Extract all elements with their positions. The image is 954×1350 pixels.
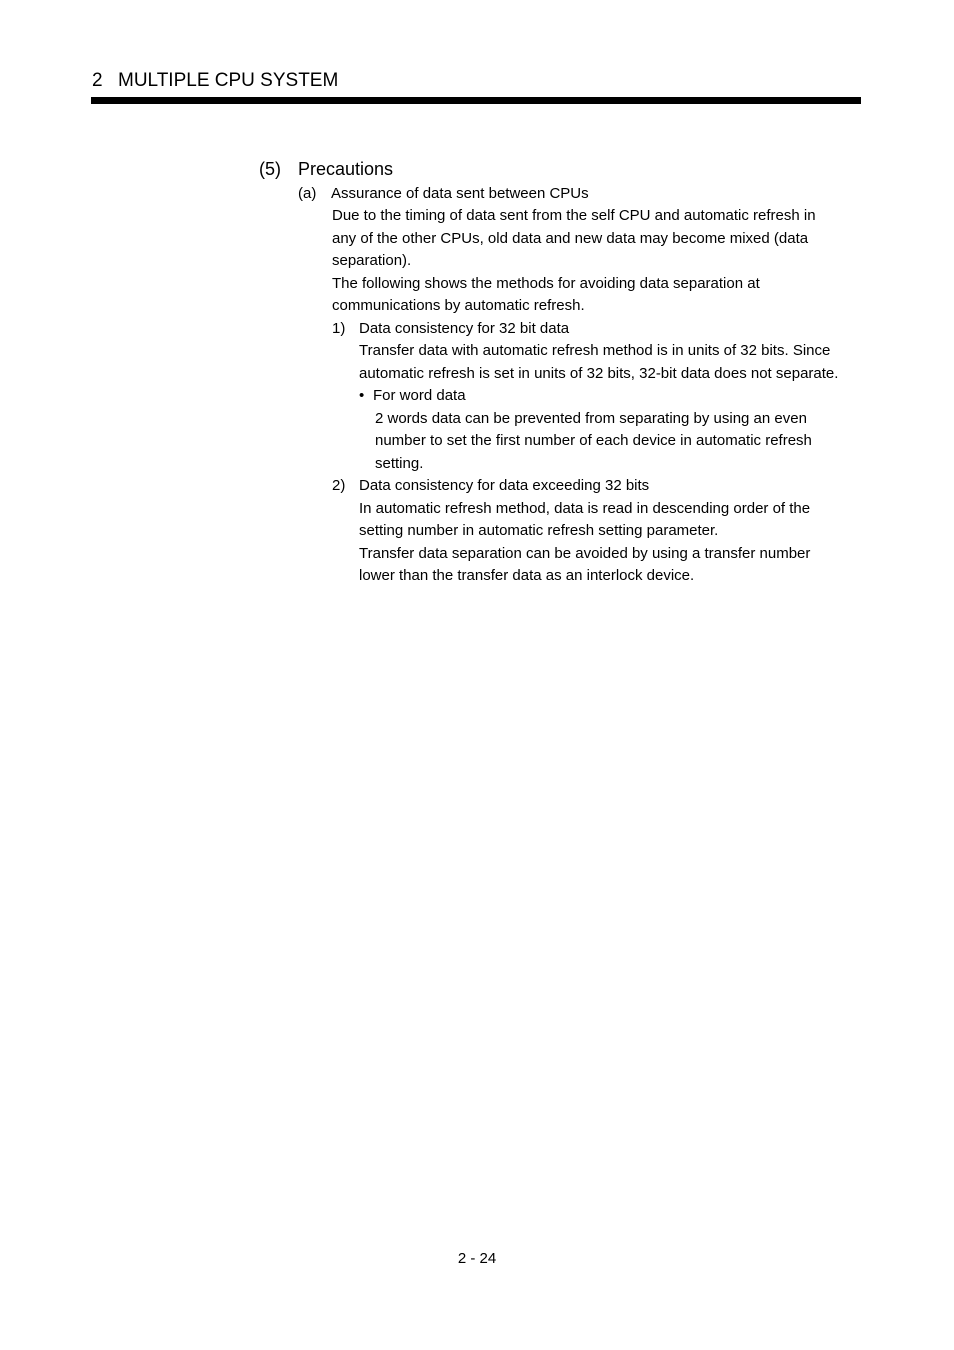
subsection-a-heading	[298, 185, 589, 203]
page-number: 2 - 24	[457, 1250, 497, 1267]
section-number: (5)	[259, 159, 281, 179]
paragraph-line: any of the other CPUs, old data and new data may become mixed (data	[332, 230, 809, 247]
paragraph-line: Due to the timing of data sent from the self CPU and automatic refresh in	[332, 207, 816, 224]
paragraph-line: number to set the first number of each device in automatic refresh	[375, 432, 812, 449]
bullet-title: For word data	[373, 387, 466, 404]
chapter-title: MULTIPLE CPU SYSTEM	[118, 70, 339, 91]
item-2-title: Data consistency for data exceeding 32 bits	[359, 477, 650, 494]
item-1-title: Data consistency for 32 bit data	[359, 320, 570, 337]
item-2-heading	[332, 477, 649, 495]
paragraph-line: 2 words data can be prevented from separating by using an even	[375, 410, 807, 427]
paragraph-line: The following shows the methods for avoiding data separation at	[332, 275, 760, 292]
paragraph-line: lower than the transfer data as an interlock device.	[359, 567, 695, 584]
paragraph-line: Transfer data separation can be avoided by using a transfer number	[359, 545, 811, 562]
section-title: Precautions	[298, 159, 394, 179]
header-rule	[91, 97, 861, 104]
paragraph-line: communications by automatic refresh.	[332, 297, 585, 314]
paragraph-line: separation).	[332, 252, 412, 269]
subsection-a-label: (a)	[298, 185, 317, 202]
item-2-label: 2)	[332, 477, 346, 494]
chapter-header	[92, 70, 338, 92]
paragraph-line: In automatic refresh method, data is read in descending order of the	[359, 500, 811, 517]
item-1-label: 1)	[332, 320, 346, 337]
section-heading	[259, 158, 393, 180]
subsection-a-title: Assurance of data sent between CPUs	[331, 185, 589, 202]
paragraph-line: setting.	[375, 455, 424, 472]
paragraph-line: Transfer data with automatic refresh method is in units of 32 bits. Since	[359, 342, 831, 359]
item-1-heading	[332, 320, 569, 338]
bullet-symbol: •	[359, 387, 365, 404]
paragraph-line: automatic refresh is set in units of 32 bits, 32-bit data does not separate.	[359, 365, 839, 382]
bullet-heading	[359, 387, 466, 405]
chapter-number: 2	[92, 70, 103, 91]
paragraph-line: setting number in automatic refresh setting parameter.	[359, 522, 719, 539]
